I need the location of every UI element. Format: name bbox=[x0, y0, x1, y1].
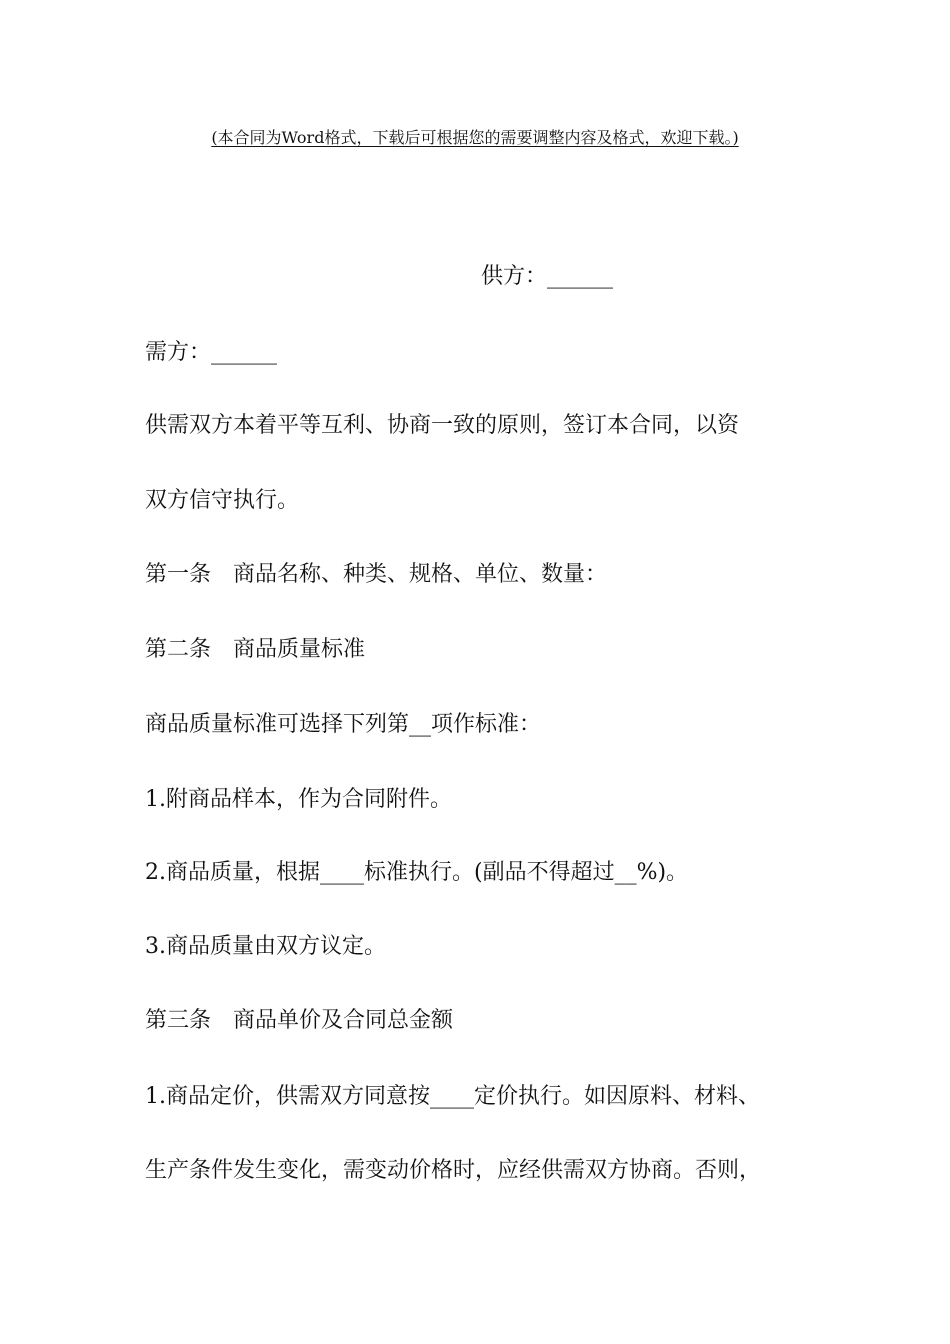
list-item: 1.商品定价，供需双方同意按____定价执行。如因原料、材料、 bbox=[145, 1084, 760, 1109]
list-item: 2.商品质量，根据____标准执行。(副品不得超过__%)。 bbox=[145, 860, 689, 885]
paragraph: 双方信守执行。 bbox=[145, 488, 300, 513]
article-heading: 第三条 商品单价及合同总金额 bbox=[145, 1008, 454, 1033]
paragraph: 生产条件发生变化，需变动价格时，应经供需双方协商。否则， bbox=[145, 1158, 762, 1183]
list-item: 1.附商品样本，作为合同附件。 bbox=[145, 787, 452, 812]
supplier-line: 供方：______ bbox=[481, 264, 614, 289]
buyer-line: 需方：______ bbox=[145, 340, 278, 365]
list-item: 3.商品质量由双方议定。 bbox=[145, 934, 386, 959]
article-heading: 第一条 商品名称、种类、规格、单位、数量： bbox=[145, 562, 608, 587]
paragraph: 供需双方本着平等互利、协商一致的原则，签订本合同，以资 bbox=[145, 413, 740, 438]
paragraph: 商品质量标准可选择下列第__项作标准： bbox=[145, 712, 542, 737]
download-notice: (本合同为Word格式，下载后可根据您的需要调整内容及格式，欢迎下载。) bbox=[211, 128, 739, 147]
article-heading: 第二条 商品质量标准 bbox=[145, 637, 366, 662]
